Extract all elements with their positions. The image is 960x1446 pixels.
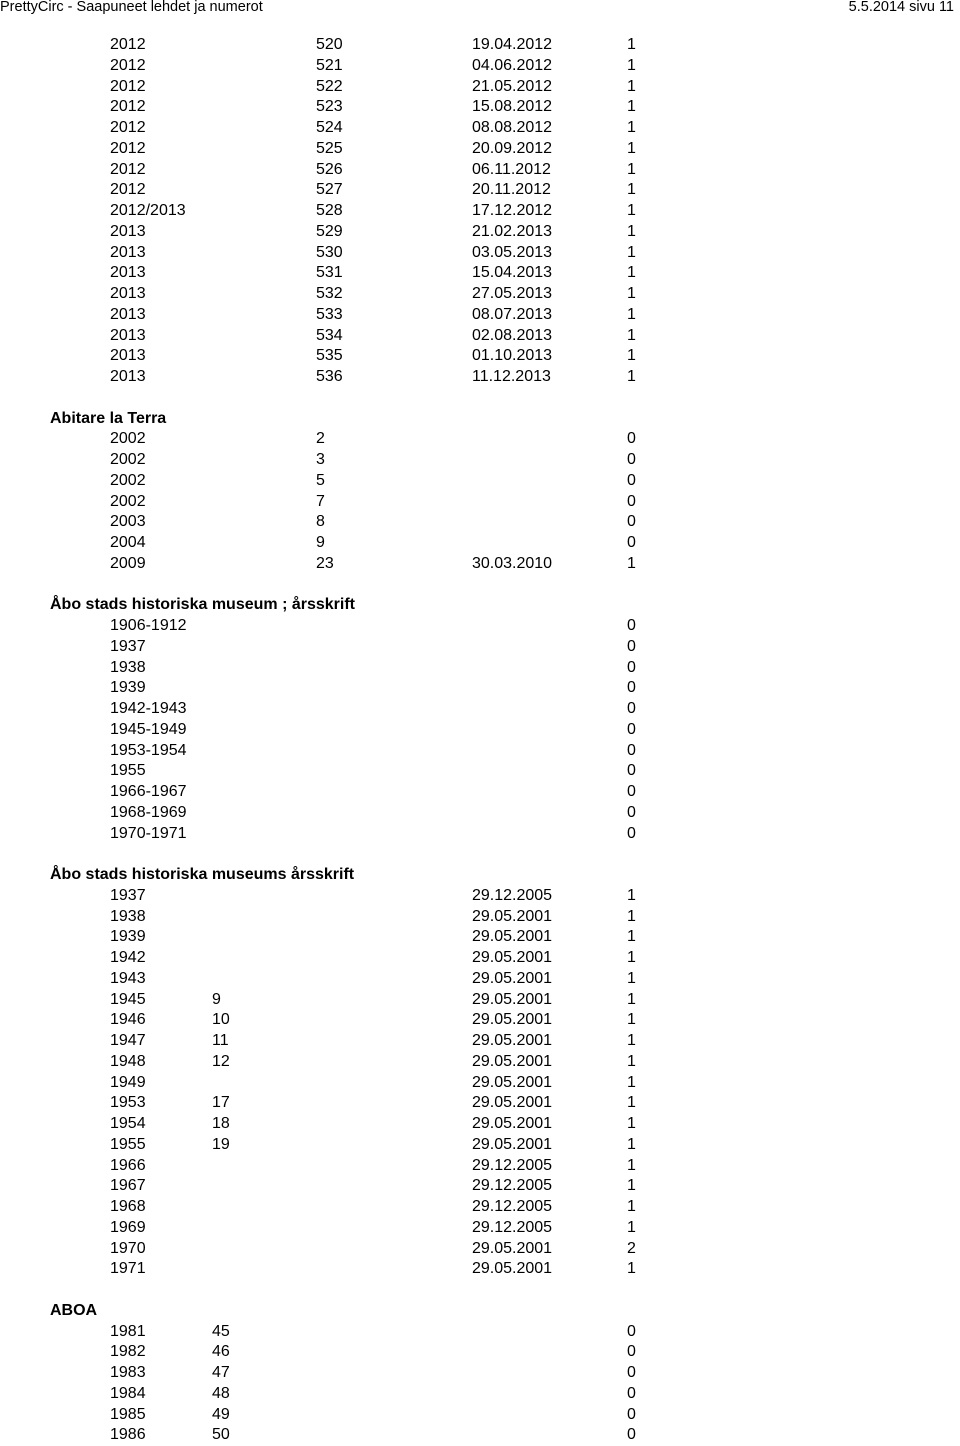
table-row	[0, 97, 960, 118]
table-row	[0, 1342, 960, 1363]
year-cell: 2002	[110, 492, 146, 510]
count-cell: 0	[627, 451, 636, 468]
arrival-date-cell: 29.05.2001	[472, 907, 553, 925]
table-row	[0, 678, 960, 699]
count-cell: 1	[627, 1073, 636, 1091]
arrival-date-cell: 21.02.2013	[472, 222, 553, 240]
issue-number-cell: 525	[316, 139, 343, 157]
issue-number-cell: 9	[316, 534, 325, 551]
table-row	[0, 326, 960, 347]
table-row	[0, 990, 960, 1011]
table-row	[0, 1073, 960, 1094]
arrival-date-cell: 02.08.2013	[472, 326, 553, 344]
year-cell: 1970	[110, 1239, 146, 1257]
count-cell: 0	[627, 430, 636, 448]
count-cell: 0	[627, 617, 636, 634]
count-cell: 0	[627, 803, 636, 821]
table-row	[0, 305, 960, 326]
count-cell: 1	[627, 1177, 636, 1195]
table-row	[0, 1114, 960, 1135]
count-cell: 0	[627, 1364, 636, 1381]
issue-number-cell: 19	[212, 1135, 230, 1153]
table-row	[0, 77, 960, 98]
arrival-date-cell: 29.05.2001	[472, 1239, 553, 1257]
table-row	[0, 118, 960, 139]
year-cell: 1967	[110, 1177, 146, 1195]
year-cell: 2012	[110, 77, 146, 95]
arrival-date-cell: 29.05.2001	[472, 969, 553, 987]
year-cell: 1938	[110, 907, 146, 925]
year-cell: 1954	[110, 1115, 146, 1132]
page-header	[0, 0, 960, 15]
table-row	[0, 969, 960, 990]
count-cell: 1	[627, 160, 636, 178]
arrival-date-cell: 20.11.2012	[472, 181, 551, 199]
year-cell: 2013	[110, 222, 146, 240]
arrival-date-cell: 29.05.2001	[472, 1094, 553, 1112]
table-row	[0, 56, 960, 77]
table-row	[0, 658, 960, 679]
year-cell: 1968	[110, 1198, 146, 1215]
issue-number-cell: 8	[316, 513, 325, 531]
year-cell: 2013	[110, 243, 146, 261]
year-cell: 1982	[110, 1343, 146, 1361]
year-cell: 1971	[110, 1260, 146, 1278]
count-cell: 1	[627, 264, 636, 282]
table-row	[0, 1031, 960, 1052]
count-cell: 1	[627, 243, 636, 261]
table-row	[0, 201, 960, 222]
issue-number-cell: 3	[316, 451, 325, 468]
publication-title: Abitare la Terra	[50, 409, 167, 427]
year-cell: 1945-1949	[110, 720, 187, 738]
issue-number-cell: 521	[316, 56, 343, 74]
year-cell: 2009	[110, 554, 146, 572]
count-cell: 0	[627, 700, 636, 717]
count-cell: 1	[627, 554, 636, 572]
table-row	[0, 243, 960, 264]
table-row	[0, 1176, 960, 1197]
arrival-date-cell: 29.12.2005	[472, 1198, 553, 1215]
arrival-date-cell: 29.05.2001	[472, 949, 553, 966]
table-row	[0, 554, 960, 575]
count-cell: 1	[627, 1218, 636, 1236]
count-cell: 1	[627, 928, 636, 946]
table-row	[0, 1218, 960, 1239]
issue-number-cell: 9	[212, 990, 221, 1008]
table-row	[0, 450, 960, 471]
year-cell: 2012/2013	[110, 202, 186, 219]
table-row	[0, 616, 960, 637]
issue-number-cell: 46	[212, 1343, 230, 1361]
year-cell: 2013	[110, 285, 146, 302]
issue-number-cell: 12	[212, 1052, 230, 1070]
year-cell: 1947	[110, 1032, 146, 1049]
issue-number-cell: 528	[316, 202, 343, 219]
section-spacer	[0, 1280, 960, 1301]
year-cell: 1966	[110, 1156, 146, 1174]
issue-number-cell: 47	[212, 1364, 230, 1381]
table-row	[0, 803, 960, 824]
report-body	[0, 35, 960, 1446]
count-cell: 1	[627, 1115, 636, 1132]
count-cell: 1	[627, 347, 636, 365]
arrival-date-cell: 27.05.2013	[472, 285, 553, 302]
count-cell: 1	[627, 285, 636, 302]
table-row	[0, 1156, 960, 1177]
table-row	[0, 471, 960, 492]
issue-number-cell: 5	[316, 471, 325, 489]
count-cell: 0	[627, 720, 636, 738]
count-cell: 0	[627, 492, 636, 510]
table-row	[0, 1405, 960, 1426]
table-row	[0, 492, 960, 513]
count-cell: 0	[627, 1384, 636, 1402]
year-cell: 2012	[110, 181, 146, 199]
count-cell: 1	[627, 56, 636, 74]
count-cell: 1	[627, 969, 636, 987]
issue-number-cell: 524	[316, 119, 343, 136]
count-cell: 1	[627, 368, 636, 385]
issue-number-cell: 527	[316, 181, 343, 199]
count-cell: 0	[627, 762, 636, 780]
arrival-date-cell: 03.05.2013	[472, 243, 553, 261]
table-row	[0, 1322, 960, 1343]
year-cell: 1938	[110, 658, 146, 676]
year-cell: 1937	[110, 886, 146, 904]
arrival-date-cell: 15.04.2013	[472, 264, 553, 282]
year-cell: 2012	[110, 98, 146, 116]
table-row	[0, 637, 960, 658]
table-row	[0, 1052, 960, 1073]
arrival-date-cell: 29.05.2001	[472, 1260, 553, 1278]
count-cell: 0	[627, 783, 636, 800]
count-cell: 0	[627, 679, 636, 697]
year-cell: 1939	[110, 928, 146, 946]
year-cell: 2013	[110, 347, 146, 365]
year-cell: 1983	[110, 1364, 146, 1381]
arrival-date-cell: 08.08.2012	[472, 119, 553, 136]
year-cell: 2012	[110, 160, 146, 178]
count-cell: 0	[627, 741, 636, 759]
issue-number-cell: 18	[212, 1115, 230, 1132]
year-cell: 2002	[110, 451, 146, 468]
count-cell: 0	[627, 1405, 636, 1423]
issue-number-cell: 7	[316, 492, 325, 510]
date-and-page-number: 5.5.2014 sivu 11	[848, 0, 954, 15]
year-cell: 2002	[110, 471, 146, 489]
count-cell: 1	[627, 1135, 636, 1153]
issue-number-cell: 530	[316, 243, 343, 261]
year-cell: 1966-1967	[110, 783, 187, 800]
count-cell: 1	[627, 886, 636, 904]
table-row	[0, 1384, 960, 1405]
arrival-date-cell: 29.05.2001	[472, 1032, 553, 1049]
year-cell: 1943	[110, 969, 146, 987]
issue-number-cell: 48	[212, 1384, 230, 1402]
table-row	[0, 222, 960, 243]
count-cell: 0	[627, 513, 636, 531]
issue-number-cell: 531	[316, 264, 343, 282]
year-cell: 1953-1954	[110, 741, 187, 759]
count-cell: 1	[627, 1156, 636, 1174]
table-row	[0, 533, 960, 554]
table-row	[0, 180, 960, 201]
count-cell: 1	[627, 222, 636, 240]
year-cell: 2012	[110, 56, 146, 74]
table-row	[0, 35, 960, 56]
year-cell: 2002	[110, 430, 146, 448]
issue-number-cell: 523	[316, 98, 343, 116]
issue-number-cell: 526	[316, 160, 343, 178]
year-cell: 1968-1969	[110, 803, 187, 821]
year-cell: 2012	[110, 119, 146, 136]
table-row	[0, 886, 960, 907]
issue-number-cell: 533	[316, 305, 343, 323]
year-cell: 1981	[110, 1322, 146, 1340]
count-cell: 0	[627, 658, 636, 676]
count-cell: 2	[627, 1239, 636, 1257]
table-row	[0, 429, 960, 450]
count-cell: 1	[627, 202, 636, 219]
publication-title: Åbo stads historiska museums årsskrift	[50, 866, 355, 883]
arrival-date-cell: 20.09.2012	[472, 139, 553, 157]
table-row	[0, 367, 960, 388]
count-cell: 0	[627, 1426, 636, 1444]
issue-number-cell: 532	[316, 285, 343, 302]
publication-title: ABOA	[50, 1301, 98, 1319]
arrival-date-cell: 08.07.2013	[472, 305, 553, 323]
count-cell: 1	[627, 326, 636, 344]
table-row	[0, 782, 960, 803]
arrival-date-cell: 29.05.2001	[472, 1135, 553, 1153]
arrival-date-cell: 29.05.2001	[472, 1073, 553, 1091]
year-cell: 1955	[110, 1135, 146, 1153]
arrival-date-cell: 06.11.2012	[472, 160, 551, 178]
count-cell: 1	[627, 36, 636, 53]
count-cell: 1	[627, 77, 636, 95]
arrival-date-cell: 21.05.2012	[472, 77, 553, 95]
arrival-date-cell: 11.12.2013	[472, 368, 551, 385]
arrival-date-cell: 29.05.2001	[472, 1052, 553, 1070]
count-cell: 1	[627, 990, 636, 1008]
arrival-date-cell: 30.03.2010	[472, 554, 553, 572]
count-cell: 1	[627, 98, 636, 116]
issue-number-cell: 50	[212, 1426, 230, 1444]
table-row	[0, 139, 960, 160]
arrival-date-cell: 15.08.2012	[472, 98, 553, 116]
year-cell: 1953	[110, 1094, 146, 1112]
arrival-date-cell: 17.12.2012	[472, 202, 553, 219]
table-row	[0, 160, 960, 181]
table-row	[0, 1363, 960, 1384]
year-cell: 2013	[110, 368, 146, 385]
issue-number-cell: 2	[316, 430, 325, 448]
year-cell: 1939	[110, 679, 146, 697]
table-row	[0, 284, 960, 305]
arrival-date-cell: 29.05.2001	[472, 1115, 553, 1132]
issue-number-cell: 49	[212, 1405, 230, 1423]
issue-number-cell: 45	[212, 1322, 230, 1340]
issue-number-cell: 17	[212, 1094, 230, 1112]
report-title: PrettyCirc - Saapuneet lehdet ja numerot	[0, 0, 263, 15]
table-row	[0, 907, 960, 928]
table-row	[0, 1010, 960, 1031]
count-cell: 1	[627, 949, 636, 966]
table-row	[0, 512, 960, 533]
count-cell: 1	[627, 1260, 636, 1278]
issue-number-cell: 522	[316, 77, 343, 95]
issue-number-cell: 10	[212, 1011, 230, 1029]
arrival-date-cell: 29.12.2005	[472, 886, 553, 904]
count-cell: 0	[627, 824, 636, 842]
count-cell: 0	[627, 1343, 636, 1361]
table-row	[0, 824, 960, 845]
year-cell: 2013	[110, 305, 146, 323]
issue-number-cell: 23	[316, 554, 334, 572]
table-row	[0, 1093, 960, 1114]
year-cell: 1970-1971	[110, 824, 187, 842]
table-row	[0, 1425, 960, 1446]
issue-number-cell: 520	[316, 36, 343, 53]
year-cell: 1945	[110, 990, 146, 1008]
year-cell: 2013	[110, 264, 146, 282]
count-cell: 1	[627, 1052, 636, 1070]
table-row	[0, 346, 960, 367]
count-cell: 0	[627, 637, 636, 655]
table-row	[0, 927, 960, 948]
issue-number-cell: 534	[316, 326, 343, 344]
arrival-date-cell: 29.12.2005	[472, 1177, 553, 1195]
table-row	[0, 761, 960, 782]
issue-number-cell: 535	[316, 347, 343, 365]
year-cell: 2003	[110, 513, 146, 531]
year-cell: 1985	[110, 1405, 146, 1423]
section-spacer	[0, 388, 960, 409]
year-cell: 1984	[110, 1384, 146, 1402]
year-cell: 1986	[110, 1426, 146, 1444]
year-cell: 1946	[110, 1011, 146, 1029]
year-cell: 2004	[110, 534, 146, 551]
count-cell: 1	[627, 305, 636, 323]
table-row	[0, 720, 960, 741]
table-row	[0, 1197, 960, 1218]
count-cell: 1	[627, 907, 636, 925]
arrival-date-cell: 29.12.2005	[472, 1156, 553, 1174]
arrival-date-cell: 19.04.2012	[472, 36, 553, 53]
arrival-date-cell: 29.12.2005	[472, 1218, 553, 1236]
issue-number-cell: 529	[316, 222, 343, 240]
year-cell: 1937	[110, 637, 146, 655]
table-row	[0, 1135, 960, 1156]
issue-number-cell: 536	[316, 368, 343, 385]
year-cell: 1906-1912	[110, 617, 187, 634]
count-cell: 0	[627, 1322, 636, 1340]
section-spacer	[0, 575, 960, 596]
issue-number-cell: 11	[212, 1032, 229, 1049]
arrival-date-cell: 29.05.2001	[472, 1011, 553, 1029]
count-cell: 0	[627, 471, 636, 489]
year-cell: 1949	[110, 1073, 146, 1091]
count-cell: 1	[627, 1198, 636, 1215]
count-cell: 1	[627, 1011, 636, 1029]
table-row	[0, 699, 960, 720]
count-cell: 1	[627, 1094, 636, 1112]
count-cell: 1	[627, 119, 636, 136]
year-cell: 2013	[110, 326, 146, 344]
section-spacer	[0, 844, 960, 865]
arrival-date-cell: 04.06.2012	[472, 56, 553, 74]
count-cell: 0	[627, 534, 636, 551]
table-row	[0, 1239, 960, 1260]
arrival-date-cell: 29.05.2001	[472, 990, 553, 1008]
count-cell: 1	[627, 1032, 636, 1049]
year-cell: 2012	[110, 139, 146, 157]
year-cell: 1942	[110, 949, 146, 966]
year-cell: 1948	[110, 1052, 146, 1070]
publication-title: Åbo stads historiska museum ; årsskrift	[50, 596, 355, 614]
table-row	[0, 741, 960, 762]
count-cell: 1	[627, 139, 636, 157]
count-cell: 1	[627, 181, 636, 199]
year-cell: 1955	[110, 762, 146, 780]
arrival-date-cell: 01.10.2013	[472, 347, 553, 365]
table-row	[0, 263, 960, 284]
year-cell: 1942-1943	[110, 700, 187, 717]
table-row	[0, 1259, 960, 1280]
year-cell: 2012	[110, 36, 146, 53]
table-row	[0, 948, 960, 969]
year-cell: 1969	[110, 1218, 146, 1236]
arrival-date-cell: 29.05.2001	[472, 928, 553, 946]
